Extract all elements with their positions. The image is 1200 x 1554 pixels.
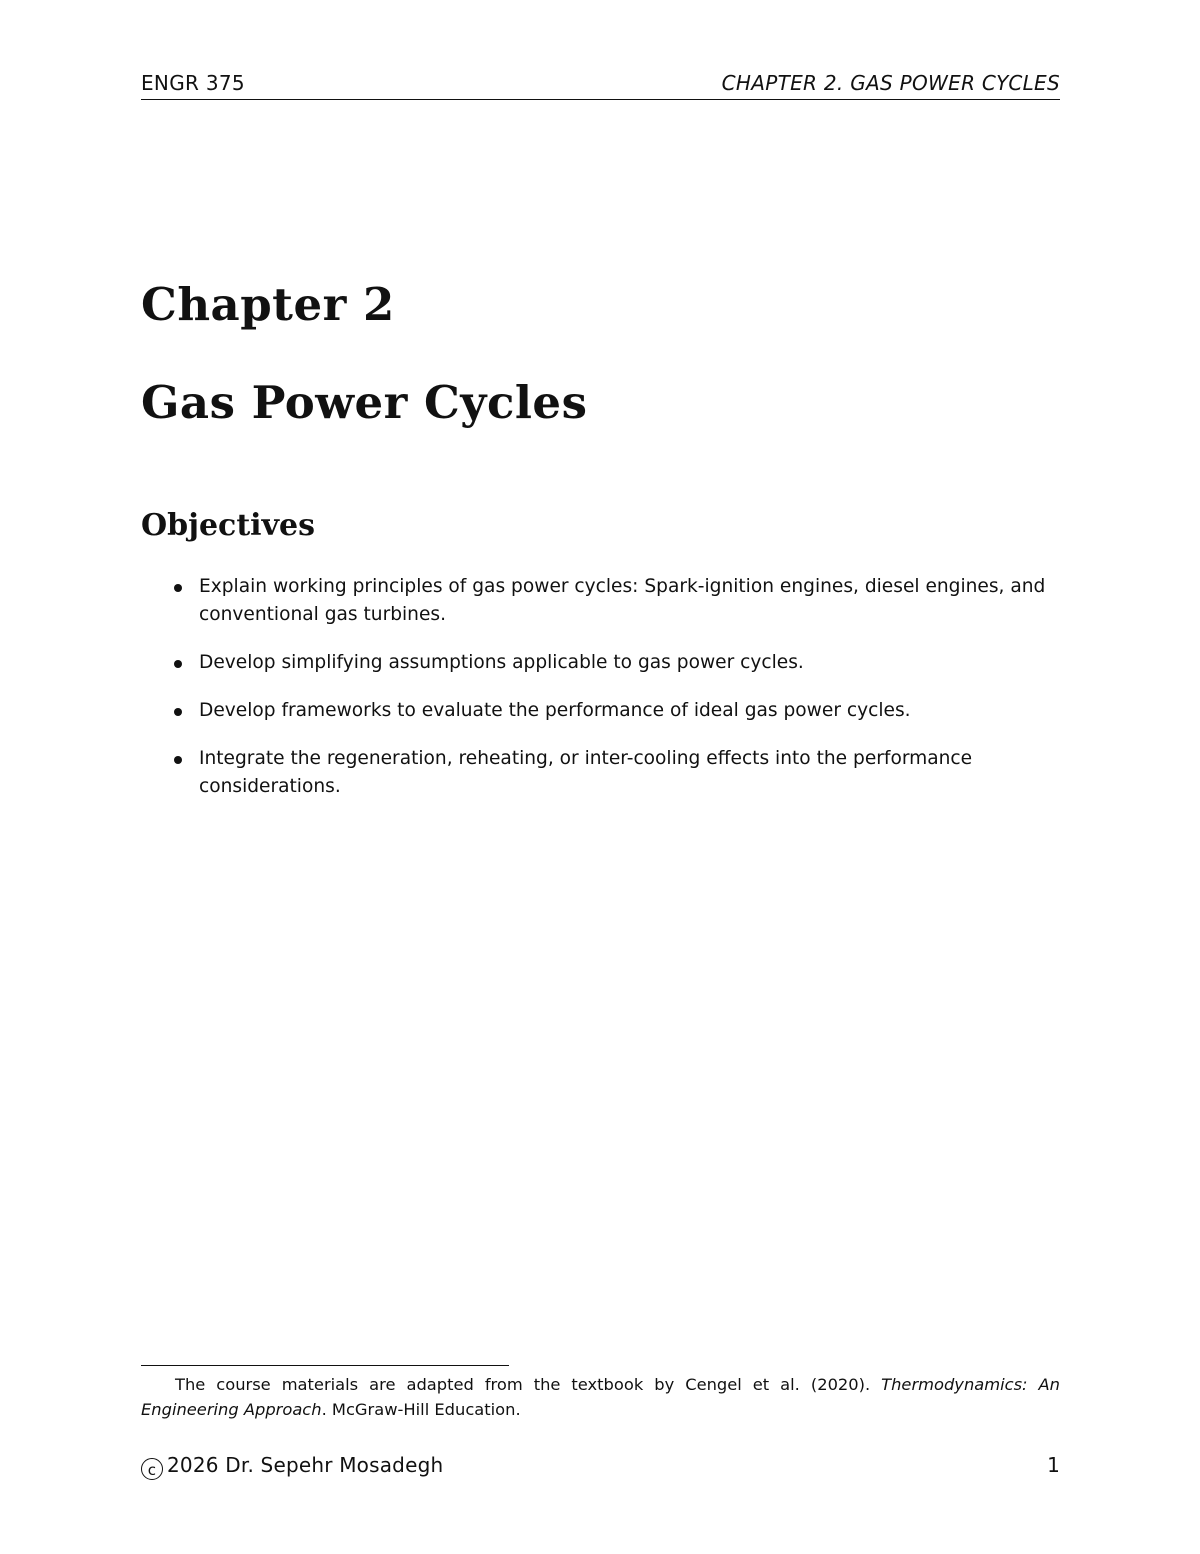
list-item xyxy=(141,649,1060,677)
footnote-book-title: Thermodynamics: An Engineering Approach xyxy=(141,1375,1060,1419)
list-item xyxy=(141,697,1060,725)
course-code: ENGR 375 xyxy=(141,71,245,95)
bullet-icon xyxy=(174,660,182,668)
objectives-list xyxy=(141,573,1060,821)
chapter-title: Gas Power Cycles xyxy=(141,376,588,429)
running-chapter-title: CHAPTER 2. GAS POWER CYCLES xyxy=(721,71,1060,95)
objective-text: Develop simplifying assumptions applicable to gas power cycles. xyxy=(199,652,804,673)
bullet-icon xyxy=(174,756,182,764)
footnote-text: The course materials are adapted from the textbook by Cengel et al. (2020). xyxy=(175,1375,882,1394)
page-number: 1 xyxy=(1047,1453,1060,1477)
running-header xyxy=(141,68,1060,100)
chapter-number: Chapter 2 xyxy=(141,278,395,331)
objective-text: Integrate the regeneration, reheating, or inter-cooling effects into the performance considerations. xyxy=(199,748,973,797)
objective-text: Develop frameworks to evaluate the performance of ideal gas power cycles. xyxy=(199,700,911,721)
list-item xyxy=(141,745,1060,801)
bullet-icon xyxy=(174,708,182,716)
list-item xyxy=(141,573,1060,629)
footnote-divider xyxy=(141,1365,509,1366)
bullet-icon xyxy=(174,584,182,592)
objective-text: Explain working principles of gas power cycles: Spark-ignition engines, diesel engines, and conventional gas turbines. xyxy=(199,576,1046,625)
copyright-text: 2026 Dr. Sepehr Mosadegh xyxy=(167,1453,444,1477)
objectives-heading: Objectives xyxy=(141,508,315,543)
footnote-publisher: . McGraw-Hill Education. xyxy=(321,1400,521,1419)
footnote xyxy=(141,1372,1060,1422)
page-footer xyxy=(141,1453,1060,1480)
copyright-notice xyxy=(141,1453,443,1480)
copyright-icon: c xyxy=(141,1458,163,1480)
